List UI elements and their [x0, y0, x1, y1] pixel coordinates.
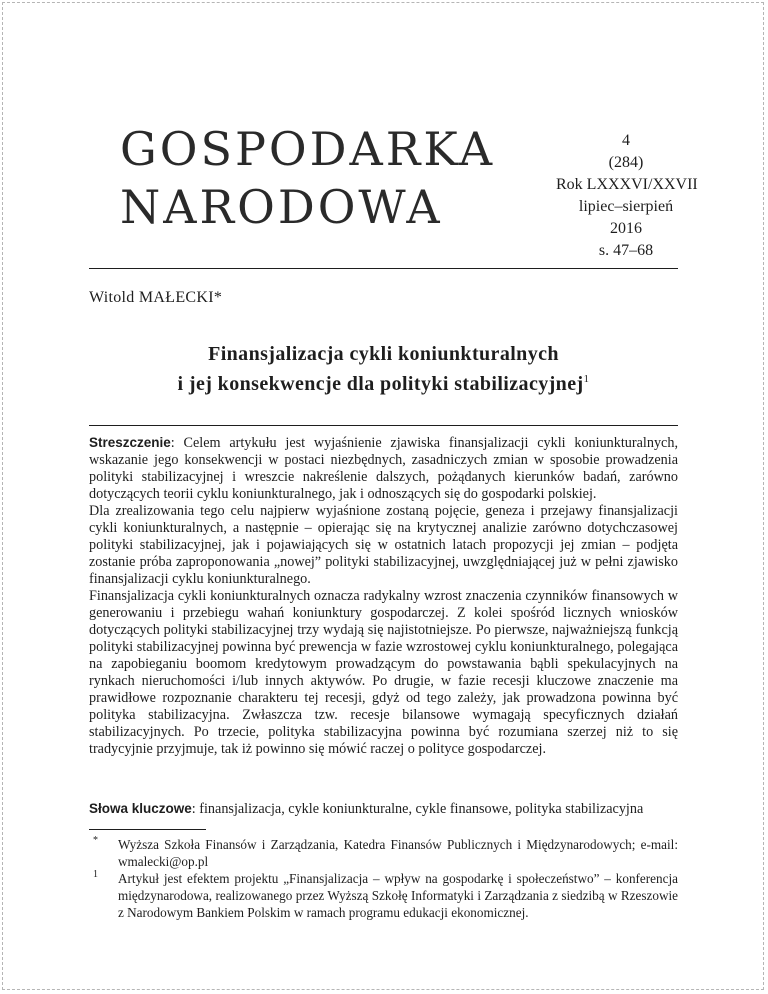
footnote-project	[89, 870, 678, 921]
abstract-label: Streszczenie	[89, 435, 171, 450]
issue-pages: s. 47–68	[598, 242, 654, 259]
footnote-rule	[89, 829, 206, 830]
footnote-affiliation	[89, 836, 678, 870]
issue-info	[556, 130, 696, 262]
article-title-line2-wrap	[89, 367, 678, 397]
abstract-paragraph-3: Finansjalizacja cykli koniunkturalnych oznacza radykalny wzrost znaczenia czynników finansowych w generowaniu i przebiegu wahań koniunktury gospodarczej. Z kolei spośród licznych wniosków dotyczących polityki stabilizacyjnej trzy wydają się najistotniejsze. Po pierwsze, najważniejszą funkcją polityki stabilizacyjnej powinna być prewencja w fazie wzrostowej cyklu koniunkturalnego, polegająca na zapobieganiu boomom kredytowym prowadzącym do powstawania bąbli spekulacyjnych na rynkach nieruchomości i/lub innych aktywów. Po drugie, w fazie recesji kluczowe znaczenie ma prawidłowe rozpoznanie charakteru tej recesji, gdyż od tego zależy, jak prowadzona powinna być polityka stabilizacyjna. Zwłaszcza tzw. recesje bilansowe wymagają specyficznych działań stabilizacyjnych. Po trzecie, polityka stabilizacyjna powinna być rozumiana szerzej niż to się tradycyjnie przyjmuje, tak iż powinno się mówić raczej o polityce gospodarczej.	[89, 588, 678, 757]
journal-title	[120, 120, 500, 236]
issue-number: 4	[622, 132, 630, 149]
title-footnote-mark: 1	[583, 373, 590, 385]
abstract-paragraph-2: Dla zrealizowania tego celu najpierw wyjaśnione zostaną pojęcie, geneza i przejawy finansjalizacji cykli koniunkturalnych, a następnie – opierając się na krytycznej analizie zarówno dotychczasowej polityki stabilizacyjnej, jak i pojawiających się w ostatnich latach propozycji jej zmian – podjęta zostanie próba zaproponowania „nowej” polityki stabilizacyjnej, uwzględniającej już w pełni zjawisko finansjalizacji cyklu koniunkturalnego.	[89, 503, 678, 587]
footnote-mark: *	[93, 835, 98, 846]
header-rule	[89, 268, 678, 269]
journal-title-line2: NARODOWA	[120, 180, 443, 234]
keywords	[89, 800, 678, 818]
issue-months: lipiec–sierpień	[578, 198, 674, 215]
article-title-line2: i jej konsekwencje dla polityki stabilizacyjnej	[177, 373, 584, 395]
keywords-label: Słowa kluczowe	[89, 801, 192, 816]
article-title-line1: Finansjalizacja cykli koniunkturalnych	[208, 343, 559, 365]
article-title	[89, 342, 678, 397]
abstract	[89, 434, 678, 758]
footnote-text: Artykuł jest efektem projektu „Finansjalizacja – wpływ na gospodarkę i społeczeństwo” – konferencja międzynarodowa, realizowanego przez Wyższą Szkołę Informatyki i Zarządzania z siedzibą w Rzeszowie z Narodowym Bankiem Polskim w ramach programu edukacji ekonomicznej.	[118, 871, 678, 920]
footnote-mark: 1	[93, 869, 98, 880]
issue-total: (284)	[608, 154, 644, 171]
author-name: Witold MAŁECKI*	[89, 289, 223, 306]
journal-title-line1: GOSPODARKA	[120, 122, 496, 176]
abstract-paragraph-1	[89, 434, 678, 503]
footnote-text: Wyższa Szkoła Finansów i Zarządzania, Katedra Finansów Publicznych i Międzynarodowych; e-mail: wmalecki@op.pl	[118, 837, 678, 869]
keywords-text: : finansjalizacja, cykle koniunkturalne, cykle finansowe, polityka stabilizacyjna	[191, 801, 644, 817]
abstract-text-1: : Celem artykułu jest wyjaśnienie zjawiska finansjalizacji cykli koniunkturalnych, wskazanie jego konsekwencji w postaci niezbędnych, zasadniczych zmian w sposobie prowadzenia polityki stabilizacyjnej i wreszcie nakreślenie dalszych, pożądanych kierunków badań, zarówno dotyczących teorii cyklu koniunkturalnego, jak i odnoszących się do gospodarki polskiej.	[89, 435, 678, 502]
footnotes	[89, 836, 678, 921]
title-rule	[89, 425, 678, 426]
issue-year: 2016	[610, 220, 642, 237]
year-volume: Rok LXXXVI/XXVII	[556, 176, 698, 193]
